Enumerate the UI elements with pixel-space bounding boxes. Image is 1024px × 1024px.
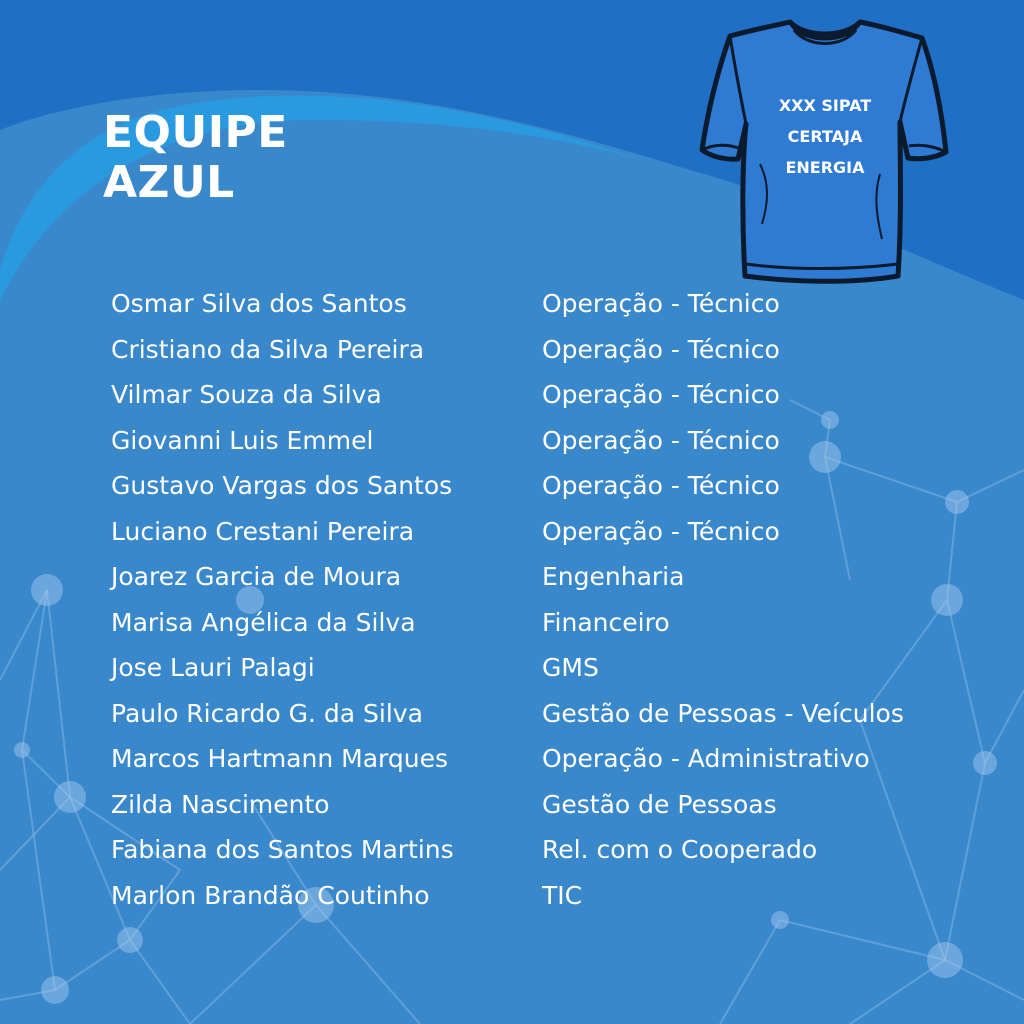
roster-row xyxy=(111,509,991,555)
title-line-1: EQUIPE xyxy=(103,107,288,158)
member-department: Financeiro xyxy=(542,607,670,637)
member-name: Marlon Brandão Coutinho xyxy=(111,880,430,910)
member-name: Jose Lauri Palagi xyxy=(111,653,315,683)
member-department: Operação - Técnico xyxy=(542,334,780,364)
roster-row xyxy=(111,873,991,919)
tshirt-illustration xyxy=(690,14,960,286)
member-name: Marcos Hartmann Marques xyxy=(111,744,448,774)
member-name: Zilda Nascimento xyxy=(111,789,330,819)
member-name: Giovanni Luis Emmel xyxy=(111,425,374,455)
member-name: Cristiano da Silva Pereira xyxy=(111,334,425,364)
tshirt-line-3: ENERGIA xyxy=(785,158,865,177)
member-department: Operação - Técnico xyxy=(542,380,780,410)
member-department: Engenharia xyxy=(542,562,685,592)
roster-row xyxy=(111,782,991,828)
member-department: Operação - Administrativo xyxy=(542,744,870,774)
roster-row xyxy=(111,372,991,418)
roster-row xyxy=(111,463,991,509)
member-name: Marisa Angélica da Silva xyxy=(111,607,416,637)
member-name: Gustavo Vargas dos Santos xyxy=(111,471,453,501)
team-roster xyxy=(111,281,991,918)
tshirt-line-2: CERTAJA xyxy=(787,127,863,146)
member-name: Luciano Crestani Pereira xyxy=(111,516,415,546)
member-department: TIC xyxy=(542,880,583,910)
member-department: GMS xyxy=(542,653,599,683)
member-department: Operação - Técnico xyxy=(542,516,780,546)
member-department: Rel. com o Cooperado xyxy=(542,835,818,865)
roster-row xyxy=(111,645,991,691)
roster-row xyxy=(111,600,991,646)
member-department: Operação - Técnico xyxy=(542,289,780,319)
member-name: Vilmar Souza da Silva xyxy=(111,380,382,410)
tshirt-line-1: XXX SIPAT xyxy=(778,96,872,115)
roster-row xyxy=(111,327,991,373)
page-title xyxy=(103,108,288,208)
member-department: Gestão de Pessoas xyxy=(542,789,777,819)
member-name: Osmar Silva dos Santos xyxy=(111,289,407,319)
member-department: Operação - Técnico xyxy=(542,425,780,455)
roster-row xyxy=(111,736,991,782)
roster-row xyxy=(111,554,991,600)
roster-row xyxy=(111,281,991,327)
title-line-2: AZUL xyxy=(103,157,235,208)
roster-row xyxy=(111,691,991,737)
member-name: Paulo Ricardo G. da Silva xyxy=(111,698,423,728)
member-department: Gestão de Pessoas - Veículos xyxy=(542,698,904,728)
member-name: Fabiana dos Santos Martins xyxy=(111,835,454,865)
roster-row xyxy=(111,418,991,464)
member-department: Operação - Técnico xyxy=(542,471,780,501)
member-name: Joarez Garcia de Moura xyxy=(111,562,402,592)
roster-row xyxy=(111,827,991,873)
tshirt-print xyxy=(690,90,960,183)
